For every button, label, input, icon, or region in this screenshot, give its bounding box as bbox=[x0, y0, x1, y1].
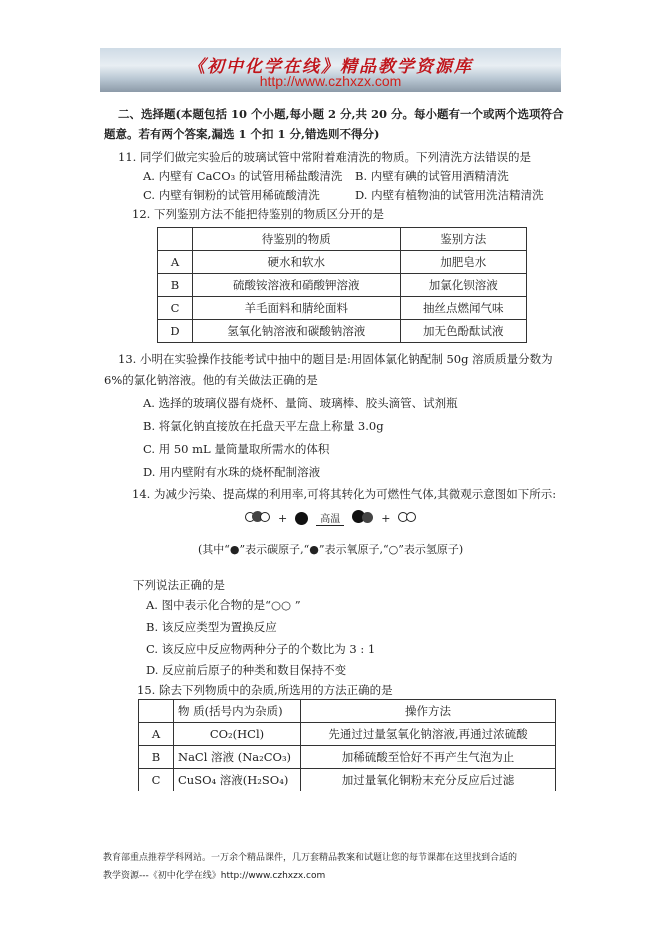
header-cell: 鉴别方法 bbox=[400, 228, 526, 251]
q13-option-b: B. 将氯化钠直接放在托盘天平左盘上称量 3.0g bbox=[143, 419, 384, 433]
header-cell: 物 质(括号内为杂质) bbox=[174, 700, 301, 723]
q11-stem: 11. 同学们做完实验后的玻璃试管中常附着难清洗的物质。下列清洗方法错误的是 bbox=[118, 150, 531, 164]
section-heading-2: 题意。若有两个答案,漏选 1 个扣 1 分,错选则不得分) bbox=[104, 127, 380, 141]
q13-option-c: C. 用 50 mL 量筒量取所需水的体积 bbox=[143, 442, 330, 456]
cell: B bbox=[158, 274, 193, 297]
banner-title: 《初中化学在线》精品教学资源库 bbox=[188, 57, 473, 77]
h2-molecule-icon bbox=[398, 512, 416, 525]
cell: 先通过过量氢氧化钠溶液,再通过浓硫酸 bbox=[301, 723, 556, 746]
header-cell bbox=[139, 700, 174, 723]
cell: 加过量氧化铜粉末充分反应后过滤 bbox=[301, 769, 556, 792]
section-heading-1: 二、选择题(本题包括 10 个小题,每小题 2 分,共 20 分。每小题有一个或两个选项符合 bbox=[118, 107, 564, 121]
reaction-diagram bbox=[245, 510, 416, 526]
cell: NaCl 溶液 (Na₂CO₃) bbox=[174, 746, 301, 769]
plus-sign: + bbox=[278, 511, 288, 525]
cell: D bbox=[158, 320, 193, 343]
q11-option-b: B. 内壁有碘的试管用酒精清洗 bbox=[355, 169, 509, 183]
table-header-row bbox=[139, 700, 556, 723]
header-cell: 待鉴别的物质 bbox=[193, 228, 401, 251]
cell: C bbox=[158, 297, 193, 320]
cell: 硫酸铵溶液和硝酸钾溶液 bbox=[193, 274, 401, 297]
cell: 氢氧化钠溶液和碳酸钠溶液 bbox=[193, 320, 401, 343]
q14-option-d: D. 反应前后原子的种类和数目保持不变 bbox=[146, 663, 347, 677]
q13-option-d: D. 用内壁附有水珠的烧杯配制溶液 bbox=[143, 465, 321, 479]
cell: 加肥皂水 bbox=[400, 251, 526, 274]
cell: CO₂(HCl) bbox=[174, 723, 301, 746]
q12-table bbox=[157, 227, 527, 343]
cell: 硬水和软水 bbox=[193, 251, 401, 274]
cell: B bbox=[139, 746, 174, 769]
cell: 加无色酚酞试液 bbox=[400, 320, 526, 343]
cell: A bbox=[139, 723, 174, 746]
q14-option-c: C. 该反应中反应物两种分子的个数比为 3 : 1 bbox=[146, 642, 376, 656]
banner-url[interactable]: http://www.czhxzx.com bbox=[259, 73, 402, 89]
table-row bbox=[139, 746, 556, 769]
q15-table bbox=[138, 699, 556, 791]
carbon-atom-icon bbox=[295, 512, 308, 525]
table-row bbox=[139, 769, 556, 792]
q14-option-b: B. 该反应类型为置换反应 bbox=[146, 620, 277, 634]
cell: 加稀硫酸至恰好不再产生气泡为止 bbox=[301, 746, 556, 769]
table-row bbox=[158, 274, 527, 297]
cell: 抽丝点燃闻气味 bbox=[400, 297, 526, 320]
footer-line-1: 教育部重点推荐学科网站。一万余个精品课件，几万套精品教案和试题让您的每节课都在这里找到合适的 bbox=[103, 853, 518, 863]
q12-stem: 12. 下列鉴别方法不能把待鉴别的物质区分开的是 bbox=[132, 207, 384, 221]
cell: 加氯化钡溶液 bbox=[400, 274, 526, 297]
water-molecule-icon bbox=[245, 511, 270, 525]
header-cell bbox=[158, 228, 193, 251]
q14-ask: 下列说法正确的是 bbox=[133, 578, 225, 592]
cell: CuSO₄ 溶液(H₂SO₄) bbox=[174, 769, 301, 792]
q14-stem: 14. 为减少污染、提高煤的利用率,可将其转化为可燃性气体,其微观示意图如下所示: bbox=[132, 487, 557, 501]
table-row bbox=[158, 297, 527, 320]
header-banner bbox=[100, 48, 561, 92]
q13-stem-1: 13. 小明在实验操作技能考试中抽中的题目是:用固体氯化钠配制 50g 溶质质量分数为 bbox=[118, 352, 553, 366]
reaction-arrow: 高温 bbox=[316, 510, 344, 526]
q11-option-d: D. 内壁有植物油的试管用洗洁精清洗 bbox=[355, 188, 544, 202]
q14-legend: (其中“●”表示碳原子,“●”表示氧原子,“○”表示氢原子) bbox=[198, 543, 464, 556]
header-cell: 操作方法 bbox=[301, 700, 556, 723]
cell: C bbox=[139, 769, 174, 792]
table-row bbox=[158, 320, 527, 343]
table-row bbox=[158, 251, 527, 274]
table-row bbox=[139, 723, 556, 746]
q14-option-a: A. 图中表示化合物的是“○○ ” bbox=[146, 598, 301, 612]
q13-stem-2: 6%的氯化钠溶液。他的有关做法正确的是 bbox=[104, 373, 318, 387]
q11-option-a: A. 内壁有 CaCO₃ 的试管用稀盐酸清洗 bbox=[143, 169, 343, 183]
q15-stem: 15. 除去下列物质中的杂质,所选用的方法正确的是 bbox=[137, 683, 393, 697]
cell: A bbox=[158, 251, 193, 274]
table-header-row bbox=[158, 228, 527, 251]
q13-option-a: A. 选择的玻璃仪器有烧杯、量筒、玻璃棒、胶头滴管、试剂瓶 bbox=[143, 396, 458, 410]
cell: 羊毛面料和腈纶面料 bbox=[193, 297, 401, 320]
footer-line-2[interactable]: 教学资源---《初中化学在线》http://www.czhxzx.com bbox=[103, 871, 326, 881]
plus-sign: + bbox=[381, 511, 391, 525]
co-molecule-icon bbox=[352, 510, 373, 526]
q11-option-c: C. 内壁有铜粉的试管用稀硫酸清洗 bbox=[143, 188, 320, 202]
